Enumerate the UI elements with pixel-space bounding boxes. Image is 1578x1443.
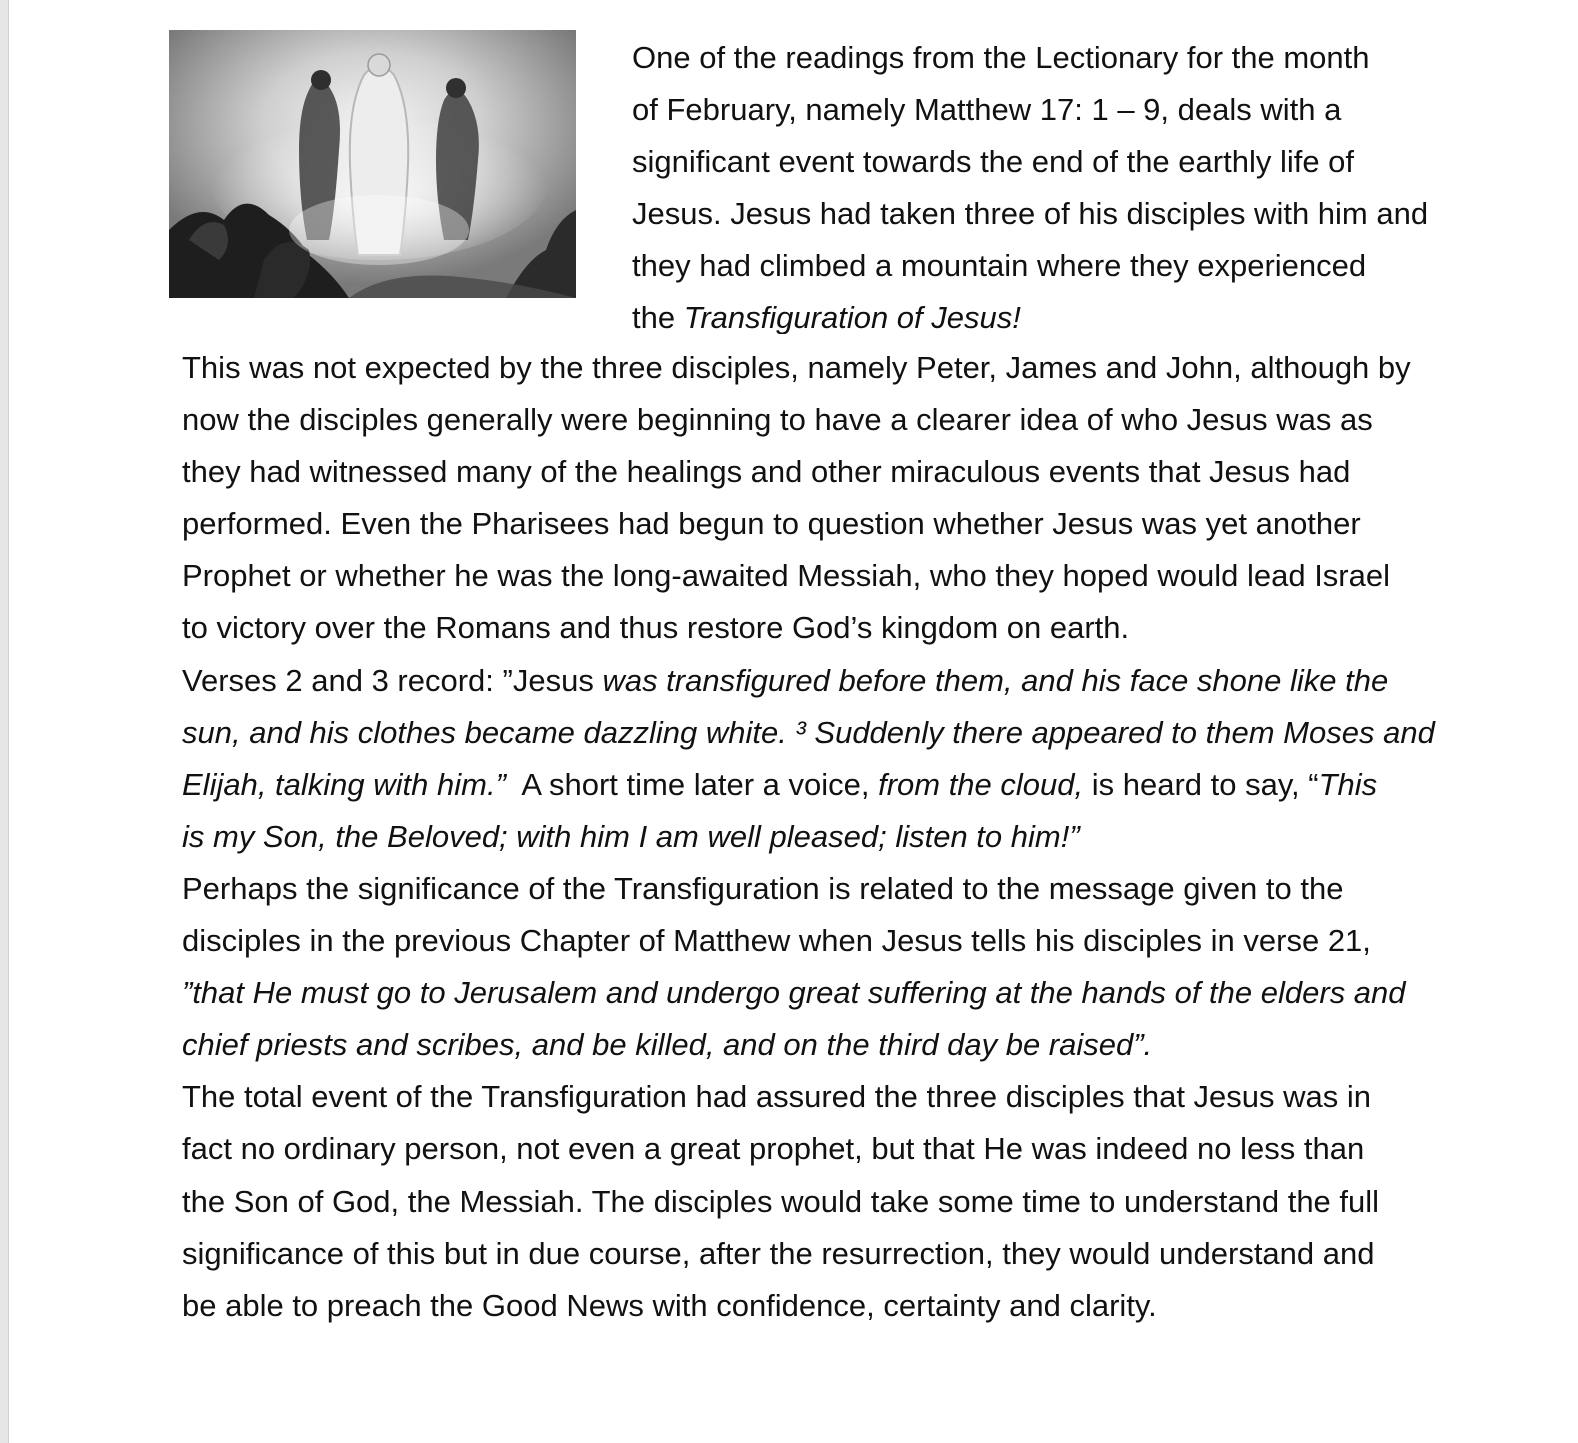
text-line: be able to preach the Good News with confidence, certainty and clarity. — [182, 1287, 1157, 1323]
page-left-margin — [0, 0, 9, 1443]
text-line: disciples in the previous Chapter of Matthew when Jesus tells his disciples in verse 21, — [182, 923, 1371, 959]
text-line: performed. Even the Pharisees had begun to question whether Jesus was yet another — [182, 506, 1361, 542]
text-line: now the disciples generally were beginning to have a clearer idea of who Jesus was as — [182, 402, 1373, 438]
text-run-italic: Transfiguration of Jesus! — [683, 300, 1021, 334]
text-run-italic: Elijah, talking with him.” — [182, 766, 506, 802]
text-run: the — [632, 300, 684, 334]
text-line — [182, 759, 1557, 811]
text-line: of February, namely Matthew 17: 1 – 9, deals with a — [632, 92, 1342, 127]
text-line — [182, 655, 1557, 707]
text-run: A short time later a voice, — [505, 766, 879, 802]
text-line: significant event towards the end of the earthly life of — [632, 144, 1355, 179]
transfiguration-picture — [169, 30, 576, 298]
text-run-italic: was transfigured before them, and his face shone like the — [602, 662, 1389, 698]
text-line: significance of this but in due course, after the resurrection, they would understand and — [182, 1235, 1375, 1271]
text-line: This was not expected by the three disciples, namely Peter, James and John, although by — [182, 350, 1411, 385]
text-line: chief priests and scribes, and be killed, and on the third day be raised”. — [182, 1027, 1153, 1063]
text-line: to victory over the Romans and thus restore God’s kingdom on earth. — [182, 610, 1130, 646]
body-text — [182, 342, 1557, 1332]
text-line: One of the readings from the Lectionary for the month — [632, 40, 1370, 75]
text-line: sun, and his clothes became dazzling white. ³ Suddenly there appeared to them Moses and — [182, 714, 1435, 750]
text-line — [632, 292, 1552, 334]
text-run-italic: This — [1318, 766, 1378, 802]
text-line: they had witnessed many of the healings and other miraculous events that Jesus had — [182, 454, 1351, 490]
text-line: Jesus. Jesus had taken three of his disciples with him and — [632, 196, 1429, 231]
text-line: Prophet or whether he was the long-awaited Messiah, who they hoped would lead Israel — [182, 558, 1391, 594]
text-line: is my Son, the Beloved; with him I am well pleased; listen to him!” — [182, 818, 1080, 854]
text-line: Perhaps the significance of the Transfiguration is related to the message given to the — [182, 870, 1344, 906]
text-run: is heard to say, “ — [1083, 766, 1319, 802]
text-line: they had climbed a mountain where they experienced — [632, 248, 1367, 283]
text-run-italic: from the cloud, — [878, 766, 1084, 802]
text-line: The total event of the Transfiguration had assured the three disciples that Jesus was in — [182, 1079, 1372, 1115]
text-run: Verses 2 and 3 record: ”Jesus — [182, 662, 603, 698]
text-line: fact no ordinary person, not even a great prophet, but that He was indeed no less than — [182, 1131, 1365, 1167]
intro-text — [632, 32, 1552, 334]
text-line: ”that He must go to Jerusalem and undergo great suffering at the hands of the elders and — [182, 975, 1406, 1011]
text-line: the Son of God, the Messiah. The disciples would take some time to understand the full — [182, 1183, 1380, 1219]
